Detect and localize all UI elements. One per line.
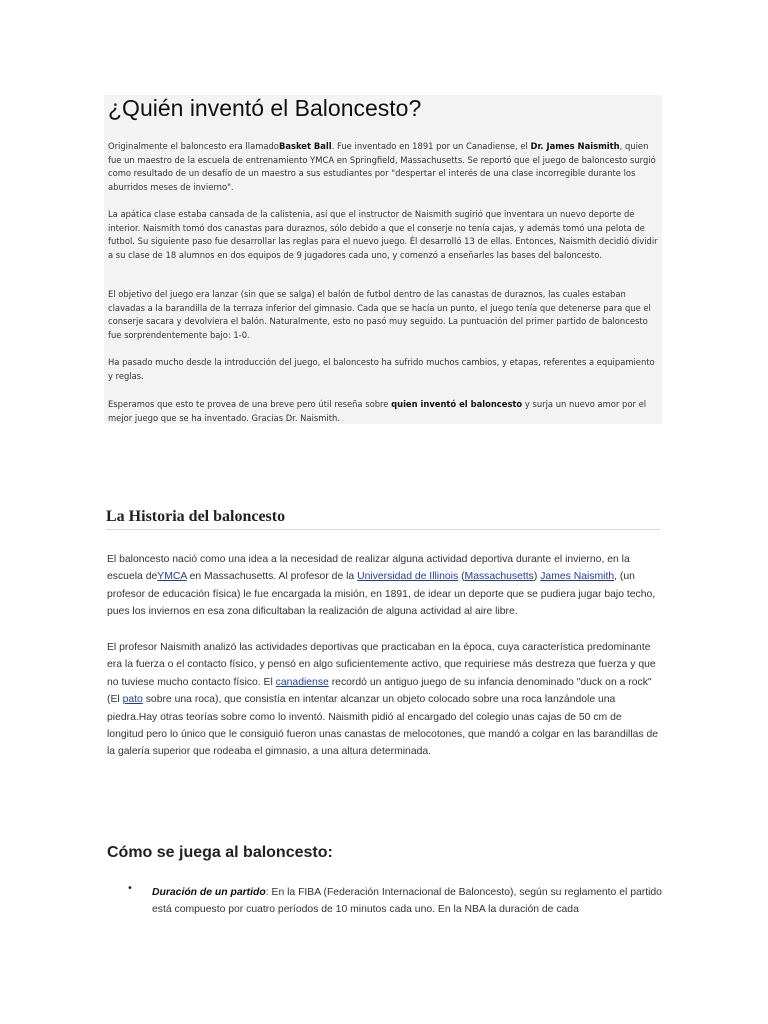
text-run: y surja un nuevo amor por el mejor juego que se ha inventado. Gracias Dr. Naismith. [108, 399, 647, 423]
intro-paragraph-5 [108, 398, 660, 425]
list-item-duracion [152, 884, 662, 919]
text-run: Originalmente el baloncesto era llamado [108, 141, 279, 151]
list-item-text: : En la FIBA (Federación Internacional de Baloncesto), según su reglamento el partido está compuesto por cuatro períodos de 10 minutos cada uno. En la NBA la duración de cada [152, 887, 662, 916]
bold-term-naismith: Dr. James Naismith [530, 141, 620, 151]
text-run: . Fue inventado en 1891 por un Canadiense, el [331, 141, 531, 151]
link-canadiense[interactable]: canadiense [275, 676, 329, 688]
list-item-label: Duración de un partido [152, 887, 266, 898]
text-run: El profesor Naismith analizó las actividades deportivas que practicaban en la época, cuya característica predominante era la fuerza o el contacto físico, y pensó en algo suficientemente activo, que requiriese más destreza que fuerza y que no tuviese mucho contacto físico. El [107, 642, 656, 688]
history-paragraph-1 [107, 551, 659, 621]
link-massachusetts[interactable]: Massachusetts [464, 571, 534, 583]
bold-term-quien-invento: quien inventó el baloncesto [391, 399, 523, 409]
link-james-naismith[interactable]: James Naismith [540, 571, 615, 583]
intro-paragraph-4: Ha pasado mucho desde la introducción del juego, el baloncesto ha sufrido muchos cambios, y etapas, referentes a equipamiento y reglas. [108, 357, 655, 381]
bullet-marker: • [127, 883, 133, 894]
bold-term-basket-ball: Basket Ball [278, 141, 332, 151]
intro-paragraph-3: El objetivo del juego era lanzar (sin que se salga) el balón de futbol dentro de las canastas de duraznos, las cuales estaban clavadas a la barandilla de la terraza inferior del gimnasio. Cada que se hacía un punto, el juego tenía que detenerse para que el conserje sacara y devolviera el balón. Naturalmente, esto no pasó muy seguido. La puntuación del primer partido de baloncesto fue sorprendentemente bajo: 1-0. [108, 289, 651, 340]
text-run: en Massachusetts. Al profesor de la [186, 571, 358, 583]
intro-paragraph-2: La apática clase estaba cansada de la calistenia, así que el instructor de Naismith sugirió que inventara un nuevo deporte de interior. Naismith tomó dos canastas para duraznos, sólo debido a que el conserje no tenía cajas, y además tomó una pelota de futbol. Su siguiente paso fue desarrollar las reglas para el nuevo juego. Él desarrolló 13 de ellas. Entonces, Naismith decidió dividir a su clase de 18 alumnos en dos equipos de 9 jugadores cada uno, y comenzó a enseñarles las bases del baloncesto. [108, 209, 658, 260]
history-heading: La Historia del baloncesto [106, 508, 660, 530]
text-run: ) [533, 571, 541, 583]
text-run: recordó un antiguo juego de su infancia denominado "duck on a rock" (El [107, 676, 652, 706]
text-run: sobre una roca), que consistía en intentar alcanzar un objeto colocado sobre una roca lanzándole una piedra.Hay otras teorías sobre como lo inventó. Naismith pidió al encargado del colegio unas cajas de 50 cm de longitud pero lo único que le consiguió fueron unas canastas de melocotones, que mandó a colgar en las barandillas de la galería superior que rodeaba el gimnasio, a una altura determinada. [107, 694, 659, 758]
history-paragraph-2 [107, 639, 659, 761]
link-universidad-illinois[interactable]: Universidad de Illinois [357, 571, 459, 583]
link-ymca[interactable]: YMCA [157, 571, 187, 583]
text-run: Esperamos que esto te provea de una breve pero útil reseña sobre [108, 399, 392, 409]
link-pato[interactable]: pato [122, 694, 143, 706]
text-run: El baloncesto nació como una idea a la necesidad de realizar alguna actividad deportiva durante el invierno, en la escuela de [107, 554, 630, 583]
text-run: ( [458, 571, 465, 583]
text-run: , (un profesor de educación física) le fue encargada la misión, en 1891, de idear un deporte que se pudiera jugar bajo techo, pues los inviernos en esa zona dificultaban la realización de alguna actividad al aire libre. [107, 571, 656, 618]
text-run: , quien fue un maestro de la escuela de entrenamiento YMCA en Springfield, Massachusetts. Se reportó que el juego de baloncesto surgió como resultado de un desafío de un maestro a sus estudiantes por "despertar el interés de una clase incorregible durante los aburridos meses de invierno". [108, 141, 656, 192]
page-title: ¿Quién inventó el Baloncesto? [108, 95, 422, 121]
how-to-play-heading: Cómo se juega al baloncesto: [107, 844, 333, 861]
intro-paragraph-1 [108, 140, 660, 194]
